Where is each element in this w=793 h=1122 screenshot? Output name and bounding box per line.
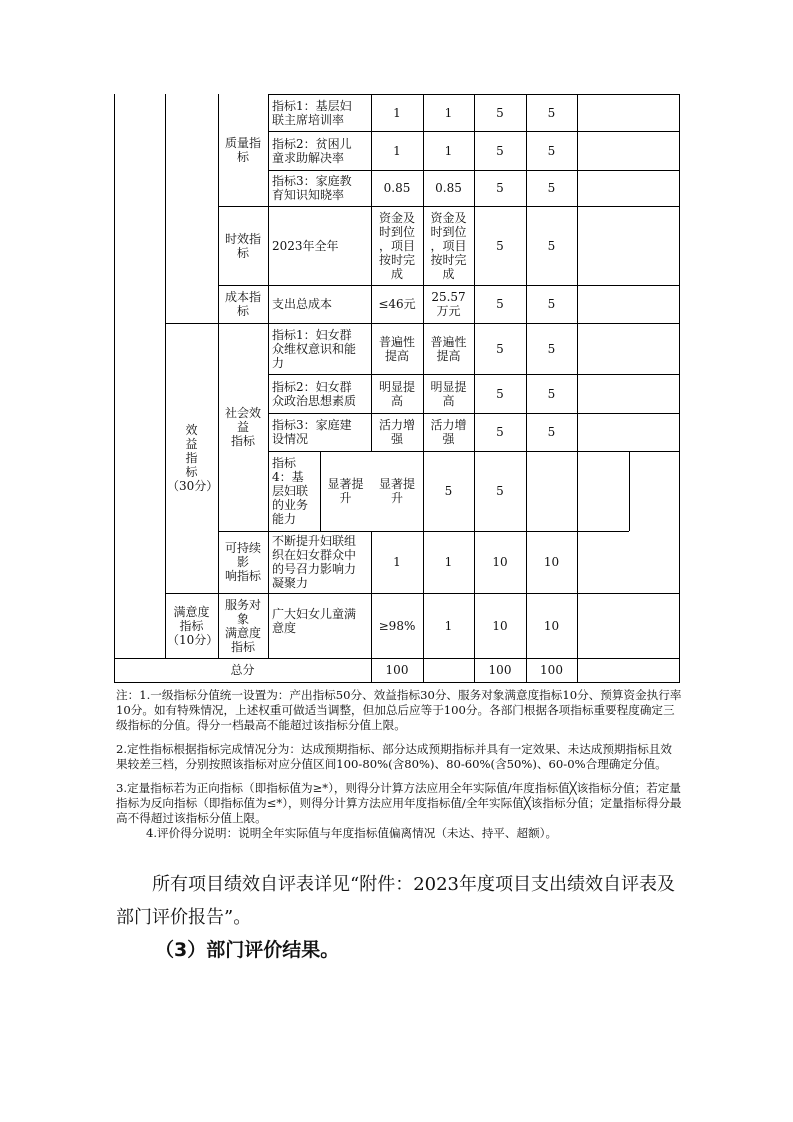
total-label: 总分 [230, 663, 255, 677]
score-cell: 5 [547, 181, 556, 195]
level1-benefit-cell: 效 益 指 标 （30分） [167, 423, 219, 493]
actual-cell: 资金及 时到位 ，项目 按时完 成 [430, 210, 467, 281]
indicator-cell: 指标1：妇女群 众维权意识和能 力 [272, 327, 357, 370]
section-heading: （3）部门评价结果。 [155, 939, 340, 961]
total-value: 100 [385, 663, 409, 677]
score-cell: 5 [547, 425, 556, 439]
actual-cell: 显著提 升 [378, 477, 415, 505]
target-cell: ≤46元 [378, 297, 416, 311]
actual-cell: 明显提 高 [430, 379, 467, 408]
actual-cell: 25.57 万元 [431, 290, 466, 318]
score-cell: 10 [543, 555, 560, 569]
level2-service-cell: 服务对 象 满意度 指标 [224, 597, 261, 654]
weight-cell: 5 [496, 341, 504, 356]
score-cell: 5 [547, 341, 556, 356]
weight-cell: 5 [444, 484, 453, 498]
score-cell: 5 [547, 143, 556, 158]
table-notes [116, 688, 682, 841]
indicator-cell: 指标3：家庭教 育知识知晓率 [272, 174, 352, 202]
actual-cell: 1 [444, 105, 453, 120]
total-value [423, 658, 474, 682]
note-4: 4.评价得分说明：说明全年实际值与年度指标值偏离情况（未达、持平、超额）。 [146, 826, 558, 840]
extra-cell [526, 451, 577, 531]
level2-social-cell: 社会效 益 指标 [224, 406, 261, 448]
actual-cell: 普遍性 提高 [430, 334, 467, 363]
score-cell: 5 [547, 386, 556, 401]
indicator-cell: 支出总成本 [272, 297, 333, 311]
actual-cell: 活力增 强 [430, 418, 467, 446]
indicator-cell: 指标 4：基 层妇联 的业务 能力 [272, 456, 309, 526]
indicator-cell: 指标3：家庭建 设情况 [272, 418, 352, 446]
indicator-cell: 指标2：妇女群 众政治思想素质 [272, 379, 357, 408]
level1-satisfaction-cell: 满意度 指标 （10分） [167, 604, 219, 647]
level2-sustainable-cell: 可持续 影 响指标 [224, 541, 261, 583]
indicator-cell: 指标2：贫困儿 童求助解决率 [272, 136, 352, 165]
target-cell: ≥98% [378, 618, 416, 633]
weight-cell: 10 [492, 618, 508, 633]
score-cell: 5 [547, 297, 556, 311]
score-cell: 5 [496, 484, 504, 498]
target-cell: 明显提 高 [378, 379, 415, 408]
weight-cell: 5 [496, 105, 504, 120]
target-cell: 显著提 升 [327, 477, 364, 505]
note-1: 注：1.一级指标分值统一设置为：产出指标50分、效益指标30分、服务对象满意度指标10分、预算资金执行率10分。如有特殊情况，上述权重可做适当调整，但加总后应等于100分。各部门根据各项指标重要程度确定三级指标的分值。得分一档最高不能超过该指标分值上限。 [116, 688, 682, 732]
target-cell: 0.85 [383, 181, 411, 195]
actual-cell: 1 [444, 143, 453, 158]
weight-cell: 5 [496, 181, 504, 195]
level2-timeliness-cell: 时效指 标 [224, 231, 261, 260]
target-cell: 1 [393, 555, 401, 569]
target-cell: 资金及 时到位 ，项目 按时完 成 [378, 210, 415, 281]
body-paragraph: 所有项目绩效自评表详见“附件：2023年度项目支出绩效自评表及部门评价报告”。 [116, 874, 676, 928]
indicator-cell: 2023年全年 [272, 238, 339, 253]
actual-cell: 1 [444, 555, 453, 569]
score-cell: 10 [543, 618, 560, 633]
weight-cell: 5 [496, 143, 504, 158]
level2-quality-cell: 质量指 标 [224, 136, 261, 164]
target-cell: 普遍性 提高 [378, 334, 415, 363]
target-cell: 活力增 强 [378, 418, 415, 446]
note-2: 2.定性指标根据指标完成情况分为：达成预期指标、部分达成预期指标并具有一定效果、未达成预期指标且效果较差三档，分别按照该指标对应分值区间100-80%(含80%)、80-60%(含50%)、60-0%合理确定分值。 [116, 742, 672, 771]
indicator-cell: 指标1：基层妇 联主席培训率 [272, 98, 352, 127]
actual-cell: 0.85 [435, 181, 462, 195]
weight-cell: 10 [492, 555, 508, 569]
score-cell: 5 [547, 105, 556, 120]
weight-cell: 5 [496, 297, 504, 311]
target-cell: 1 [393, 105, 401, 120]
weight-cell: 5 [496, 425, 504, 439]
actual-cell: 1 [444, 618, 453, 633]
indicator-cell: 不断提升妇联组 织在妇女群众中 的号召力影响力 凝聚力 [272, 534, 357, 590]
total-value: 100 [540, 663, 563, 677]
weight-cell: 5 [496, 386, 504, 401]
total-value: 100 [488, 663, 512, 677]
note-3: 3.定量指标若为正向指标（即指标值为≥*），则得分计算方法应用全年实际值/年度指标值╳该指标分值；若定量指标为反向指标（即指标值为≤*），则得分计算方法应用年度指标值/全年实际值╳该指标分值；定量指标得分最高不得超过该指标分值上限。 [116, 781, 682, 825]
indicator-cell: 广大妇女儿童满 意度 [272, 607, 357, 635]
target-cell: 1 [393, 143, 401, 158]
level2-cost-cell: 成本指 标 [224, 290, 261, 318]
weight-cell: 5 [496, 238, 504, 253]
score-cell: 5 [547, 238, 556, 253]
